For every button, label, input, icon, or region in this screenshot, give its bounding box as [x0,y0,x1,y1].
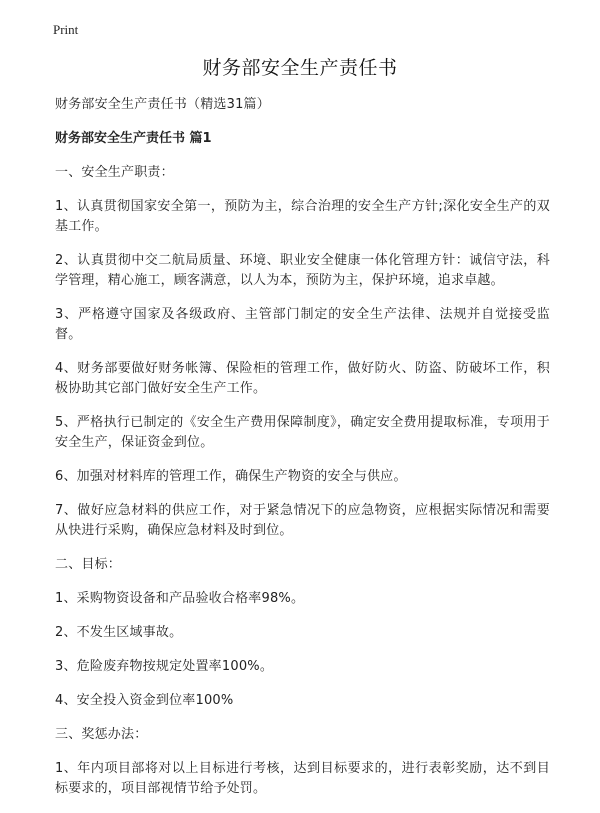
document-title: 财务部安全生产责任书 [202,57,398,79]
paragraph-goal-3: 3、危险废弃物按规定处置率100%。 [55,659,274,674]
paragraph-duty-6: 6、加强对材料库的管理工作，确保生产物资的安全与供应。 [55,469,407,484]
paragraph-goals-heading: 二、目标： [55,557,122,572]
paragraph-goal-2: 2、不发生区域事故。 [55,625,183,640]
paragraph-duty-3: 3、严格遵守国家及各级政府、主管部门制定的安全生产法律、法规并自觉接受监督。 [55,307,550,342]
paragraph-goal-1: 1、采购物资设备和产品验收合格率98%。 [55,591,305,606]
document-subtitle: 财务部安全生产责任书（精选31篇） [55,97,270,112]
paragraph-duty-5: 5、严格执行已制定的《安全生产费用保障制度》，确定安全费用提取标准，专项用于安全生产，保证资金到位。 [55,415,550,450]
paragraph-goal-4: 4、安全投入资金到位率100% [55,693,234,708]
paragraph-duties-heading: 一、安全生产职责： [55,165,174,180]
paragraph-duty-7: 7、做好应急材料的供应工作，对于紧急情况下的应急物资，应根据实际情况和需要从快进行采购，确保应急材料及时到位。 [55,503,550,538]
paragraph-reward-1: 1、年内项目部将对以上目标进行考核，达到目标要求的，进行表彰奖励，达不到目标要求的，项目部视情节给予处罚。 [55,761,550,796]
document-body [55,95,550,813]
print-link[interactable]: Print [53,22,79,37]
section-heading: 财务部安全生产责任书 篇1 [55,131,212,146]
paragraph-duty-2: 2、认真贯彻中交二航局质量、环境、职业安全健康一体化管理方针：诚信守法，科学管理，精心施工，顾客满意，以人为本，预防为主，保护环境，追求卓越。 [55,253,550,288]
paragraph-rewards-heading: 三、奖惩办法： [55,727,148,742]
paragraph-duty-1: 1、认真贯彻国家安全第一，预防为主，综合治理的安全生产方针;深化安全生产的双基工作。 [55,199,550,234]
paragraph-duty-4: 4、财务部要做好财务帐簿、保险柜的管理工作，做好防火、防盗、防破坏工作，积极协助其它部门做好安全生产工作。 [55,361,550,396]
